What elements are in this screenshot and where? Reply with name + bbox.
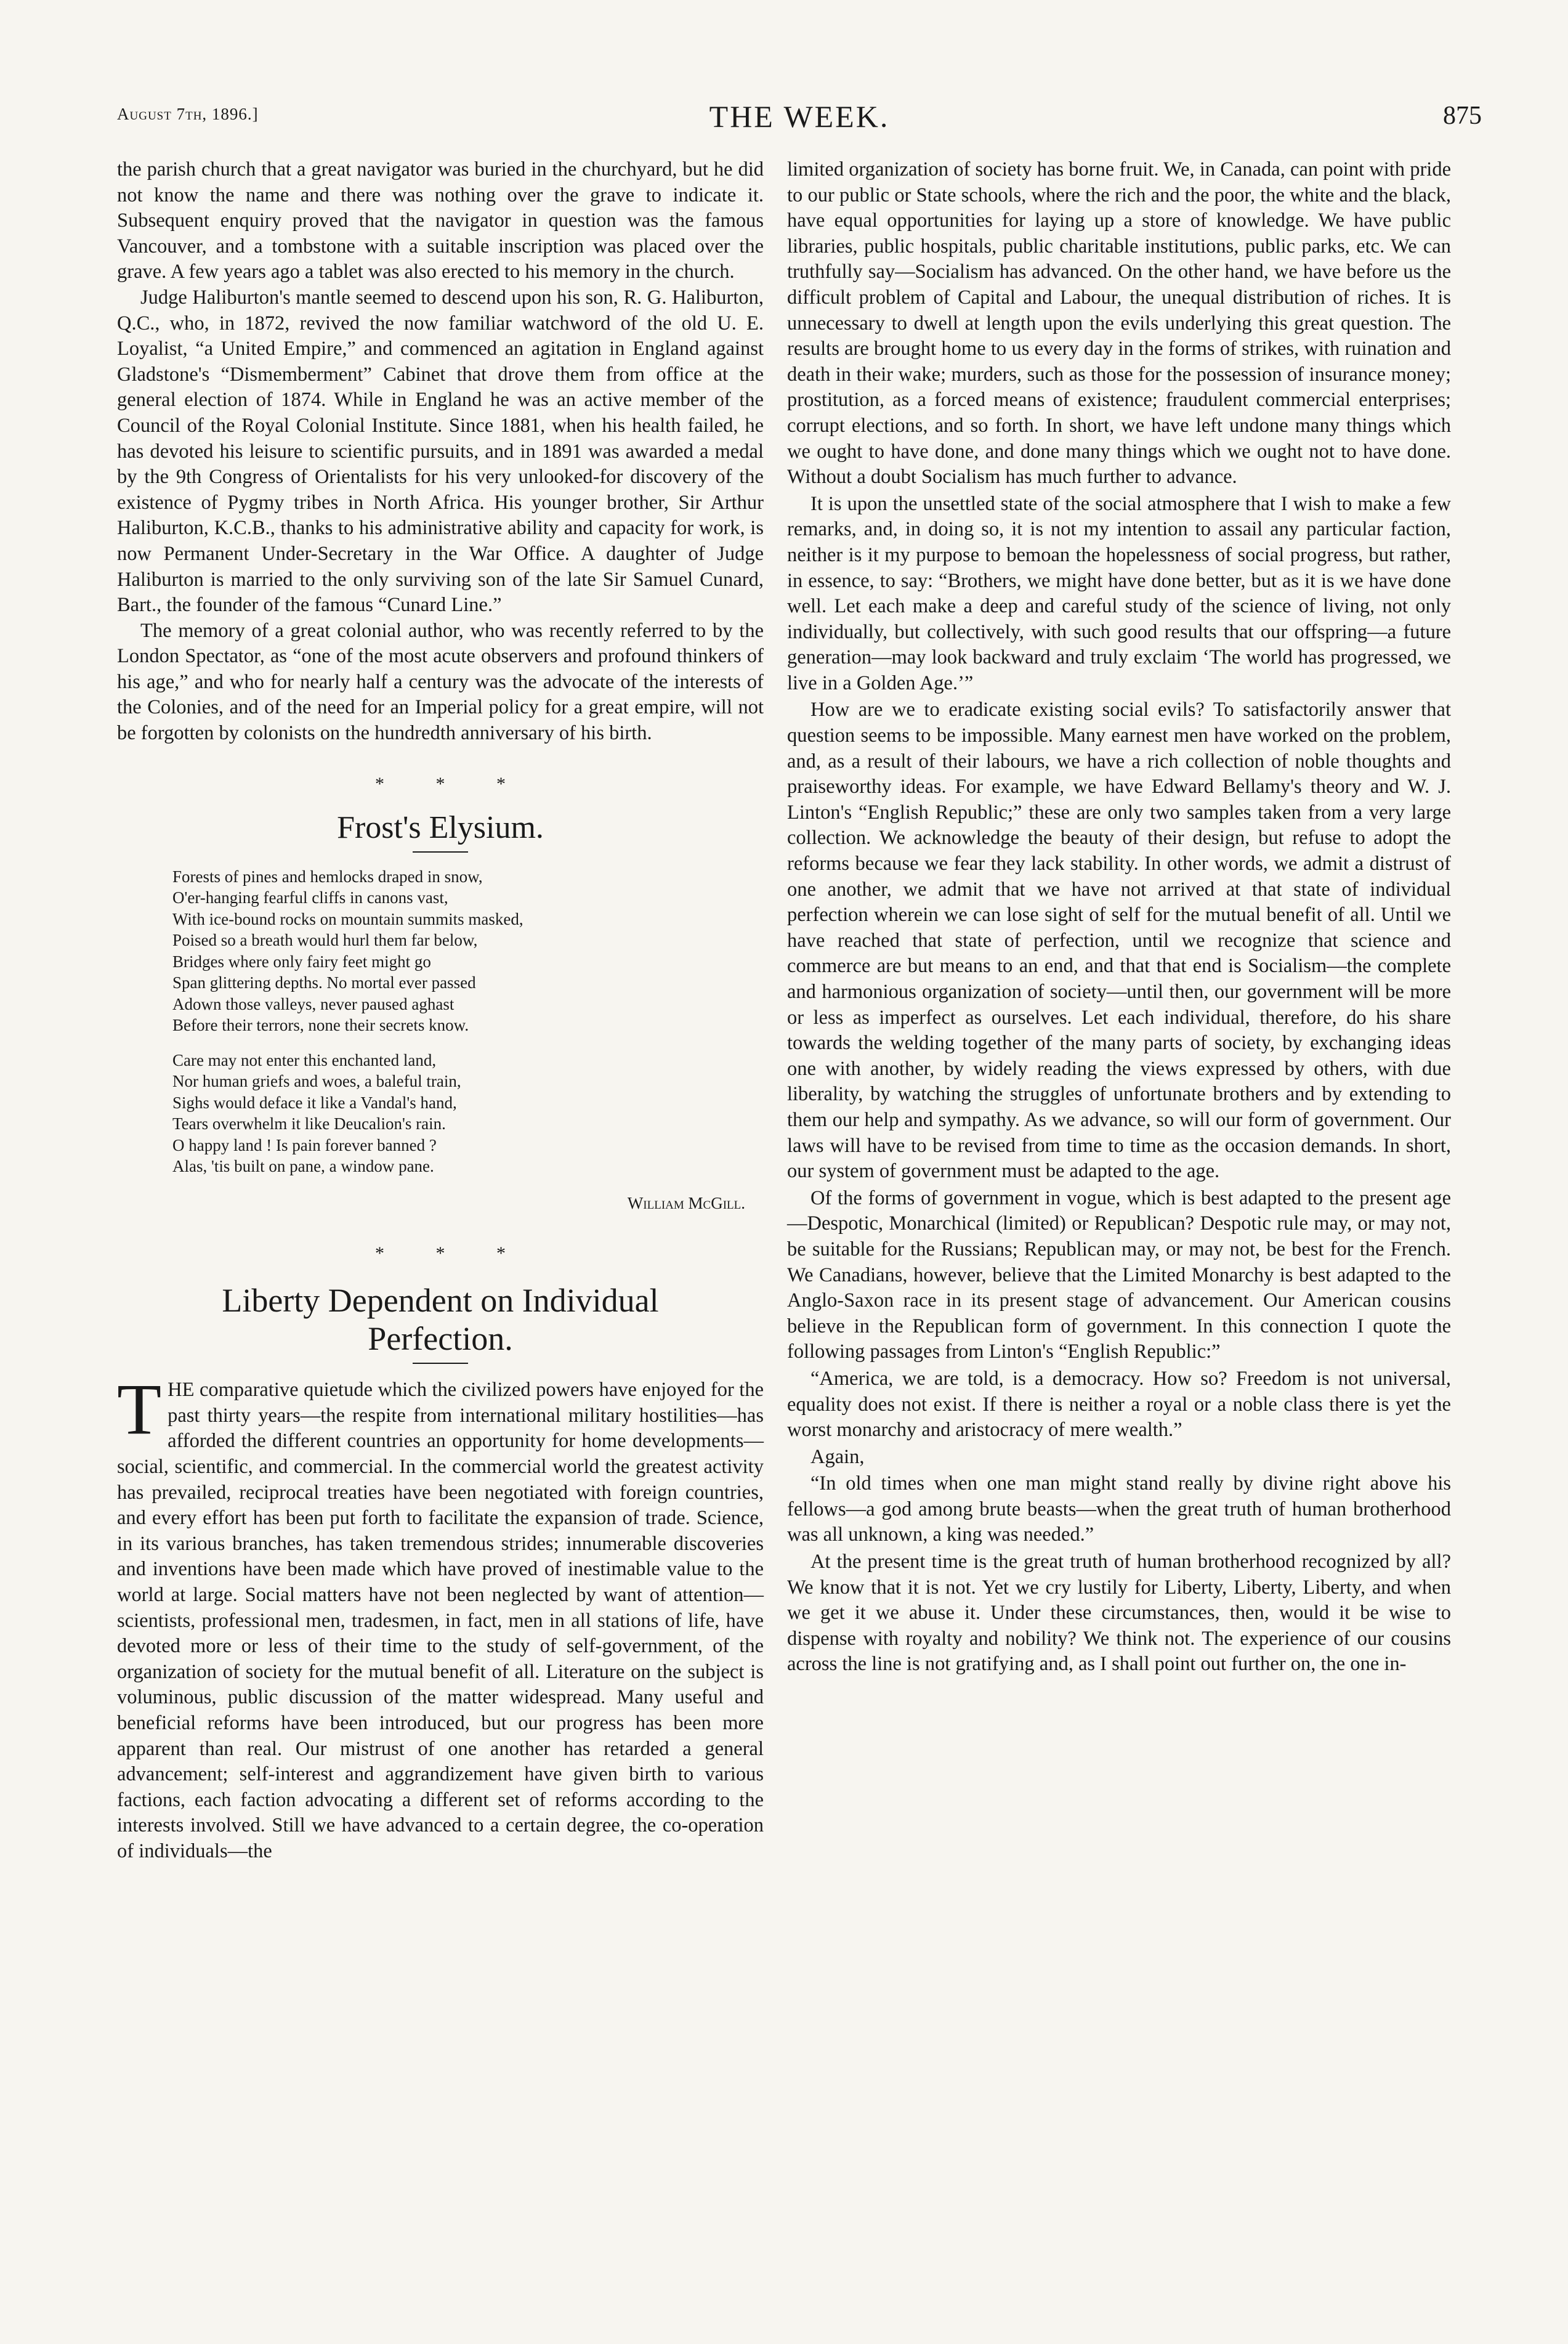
article-title-line: Liberty Dependent on Individual: [222, 1282, 659, 1320]
paragraph: Judge Haliburton's mantle seemed to descend upon his son, R. G. Haliburton, Q.C., who, in 1872, revived the now familiar watchword of the old U. E. Loyalist, “a United Empire,” and commenced an agitation in England against Gladstone's “Dismemberment” Cabinet that drove them from office at the general election of 1874. While in England he was an active member of the Council of the Royal Colonial Institute. Since 1881, when his health failed, he has devoted his leisure to scientific pursuits, and in 1891 was awarded a medal by the 9th Congress of Orientalists for his very unlooked-for discovery of the existence of Pygmy tribes in North Africa. His younger brother, Sir Arthur Haliburton, K.C.B., thanks to his administrative ability and capacity for work, is now Permanent Under-Secretary in the War Office. A daughter of Judge Haliburton is married to the only surviving son of the late Sir Samuel Cunard, Bart., the founder of the famous “Cunard Line.”: [117, 286, 764, 617]
paragraph: The memory of a great colonial author, who was recently referred to by the London Spectator, as “one of the most acute observers and profound thinkers of his age,” and who for nearly half a century was the advocate of the interests of the Colonies, and of the need for an Imperial policy for a great empire, will not be forgotten by colonists on the hundredth anniversary of his birth.: [117, 619, 764, 745]
paragraph: limited organization of society has borne fruit. We, in Canada, can point with pride to our public or State schools, where the rich and the poor, the white and the black, have equal opportunities for laying up a store of knowledge. We have public libraries, public hospitals, public charitable institutions, public parks, etc. We can truthfully say—Socialism has advanced. On the other hand, we have before us the difficult problem of Capital and Labour, the unequal distribution of riches. It is unnecessary to dwell at length upon the evils underlying this great question. The results are brought home to us every day in the forms of strikes, with ruination and death in their wake; murders, such as those for the possession of insurance money; prostitution, as a forced means of existence; fraudulent commercial enterprises; corrupt elections, and so forth. In short, we have left undone many things which we ought to have done, and done many things which we ought not to have done. Without a doubt Socialism has much further to advance.: [787, 158, 1451, 489]
page-header: [117, 99, 1482, 142]
masthead-title: THE WEEK.: [709, 99, 890, 134]
left-column: [117, 157, 764, 1865]
article-title: [117, 1281, 764, 1358]
paragraph: It is upon the unsettled state of the social atmosphere that I wish to make a few remarks, and, in doing so, it is not my intention to assail any particular faction, neither is it my purpose to bemoan the hopelessness of social progress, but rather, in essence, to say: “Brothers, we might have done better, but as it is we have done well. Let each make a deep and careful study of the science of living, not only individually, but collectively, with such good results that our offspring—a future generation—may look backward and truly exclaim ‘The world has progressed, we live in a Golden Age.’”: [787, 492, 1451, 694]
quotation: “America, we are told, is a democracy. How so? Freedom is not universal, equality does not exist. If there is neither a royal or a noble class there is yet the worst monarchy and aristocracy of mere wealth.”: [787, 1367, 1451, 1442]
poem-line: Forests of pines and hemlocks draped in snow,: [172, 867, 483, 886]
poem-line: Sighs would deface it like a Vandal's hand,: [172, 1093, 457, 1112]
poem-line: Tears overwhelm it like Deucalion's rain.: [172, 1114, 446, 1133]
paragraph: Of the forms of government in vogue, which is best adapted to the present age—Despotic, Monarchical (limited) or Republican? Despotic rule may, or may not, be suitable for the Russians; Republican may, or may not, be best for the French. We Canadians, however, believe that the Limited Monarchy is best adapted to the Anglo-Saxon race in its present stage of advancement. Our American cousins believe in the Republican form of government. In this connection I quote the following passages from Linton's “English Republic:”: [787, 1186, 1451, 1363]
section-separator: * * *: [375, 1243, 529, 1264]
paragraph: At the present time is the great truth of human brotherhood recognized by all? We know that it is not. Yet we cry lustily for Liberty, Liberty, Liberty, and when we get it we abuse it. Under these circumstances, then, would it be wise to dispense with royalty and nobility? We think not. The experience of our cousins across the line is not gratifying and, as I shall point out further on, the one in-: [787, 1551, 1451, 1676]
poem-line: Alas, 'tis built on pane, a window pane.: [172, 1157, 434, 1176]
page-number: 875: [1443, 102, 1482, 130]
poem-body: [172, 866, 764, 1177]
title-rule: [413, 1363, 468, 1364]
issue-date: August 7th, 1896.]: [117, 105, 259, 123]
section-separator: * * *: [375, 773, 529, 794]
paragraph: the parish church that a great navigator was buried in the churchyard, but he did not know the name and there was nothing over the grave to indicate it. Subsequent enquiry proved that the navigator in question was the famous Vancouver, and a tombstone with a suitable inscription was placed over the grave. A few years ago a tablet was also erected to his memory in the church.: [117, 158, 764, 283]
paragraph: How are we to eradicate existing social evils? To satisfactorily answer that question seems to be impossible. Many earnest men have worked on the problem, and, as a result of their labours, we have a rich collection of noble thoughts and praiseworthy ideas. For example, we have Edward Bellamy's theory and W. J. Linton's “English Republic;” these are only two samples taken from a very large collection. We acknowledge the beauty of their design, but refuse to adopt the reforms because we fear they lack stability. In other words, we admit a distrust of one another, we admit that we have not arrived at that state of individual perfection wherein we can lose sight of self for the mutual benefit of all. Until we have reached that state of perfection, until we recognize that science and commerce are but means to an end, and that that end is Socialism—the complete and harmonious organization of society—until then, our government will be more or less as imperfect as ourselves. Let each individual, therefore, do his share towards the welding together of the many parts of society, by exchanging ideas one with another, by widely reading the views expressed by others, with due liberality, by watching the struggles of unfortunate brothers and by extending to them our help and sympathy. As we advance, so will our form of government. Our laws will have to be revised from time to time as the occasion demands. In short, our system of government must be adapted to the age.: [787, 699, 1451, 1183]
paragraph-text: HE comparative quietude which the civilized powers have enjoyed for the past thirty years—the respite from international military hostilities—has afforded the different countries an opportunity for home developments—social, scientific, and commercial. In the commercial world the greatest activity has prevailed, reciprocal treaties have been negotiated with foreign countries, and every effort has been put forth to facilitate the expansion of trade. Science, in its various branches, has taken tremendous strides; innumerable discoveries and inventions have been made which have proved of inestimable value to the world at large. Social matters have not been neglected by want of attention—scientists, professional men, tradesmen, in fact, men in all stations of life, have devoted more or less of their time to the study of self-government, of the organization of society for the mutual benefit of all. Literature on the subject is voluminous, public discussion of the matter widespread. Many useful and beneficial reforms have been introduced, but our progress has been more apparent than real. Our mistrust of one another has retarded a general advancement; self-interest and aggrandizement have given birth to various factions, each faction advocating a different set of reforms according to the interests involved. Still we have advanced to a certain degree, the co-operation of individuals—the: [117, 1379, 764, 1862]
poem-line: Span glittering depths. No mortal ever passed: [172, 973, 476, 992]
poem-line: Care may not enter this enchanted land,: [172, 1050, 437, 1069]
right-column: [787, 157, 1451, 1677]
paragraph: Again,: [810, 1445, 865, 1468]
poem-line: Adown those valleys, never paused aghast: [172, 994, 455, 1013]
poem-line: Nor human griefs and woes, a baleful train,: [172, 1072, 461, 1091]
article-first-paragraph: [117, 1369, 764, 1864]
poem-line: Bridges where only fairy feet might go: [172, 952, 431, 971]
title-rule: [413, 851, 468, 853]
poem-stanza: [172, 866, 764, 1036]
article-title-line: Perfection.: [368, 1320, 513, 1358]
poem-author: William McGill.: [627, 1193, 745, 1212]
poem-line: O'er-hanging fearful cliffs in canons vast,: [172, 888, 448, 907]
poem-line: Poised so a breath would hurl them far below,: [172, 931, 478, 950]
poem-line: With ice-bound rocks on mountain summits masked,: [172, 909, 523, 928]
poem-stanza: [172, 1050, 764, 1177]
quotation: “In old times when one man might stand really by divine right above his fellows—a god among brute beasts—when the great truth of human brotherhood was all unknown, a king was needed.”: [787, 1472, 1451, 1546]
poem-line: O happy land ! Is pain forever banned ?: [172, 1135, 437, 1154]
poem-title: Frost's Elysium.: [337, 809, 544, 845]
drop-cap: T: [117, 1369, 162, 1450]
poem-line: Before their terrors, none their secrets know.: [172, 1016, 469, 1035]
